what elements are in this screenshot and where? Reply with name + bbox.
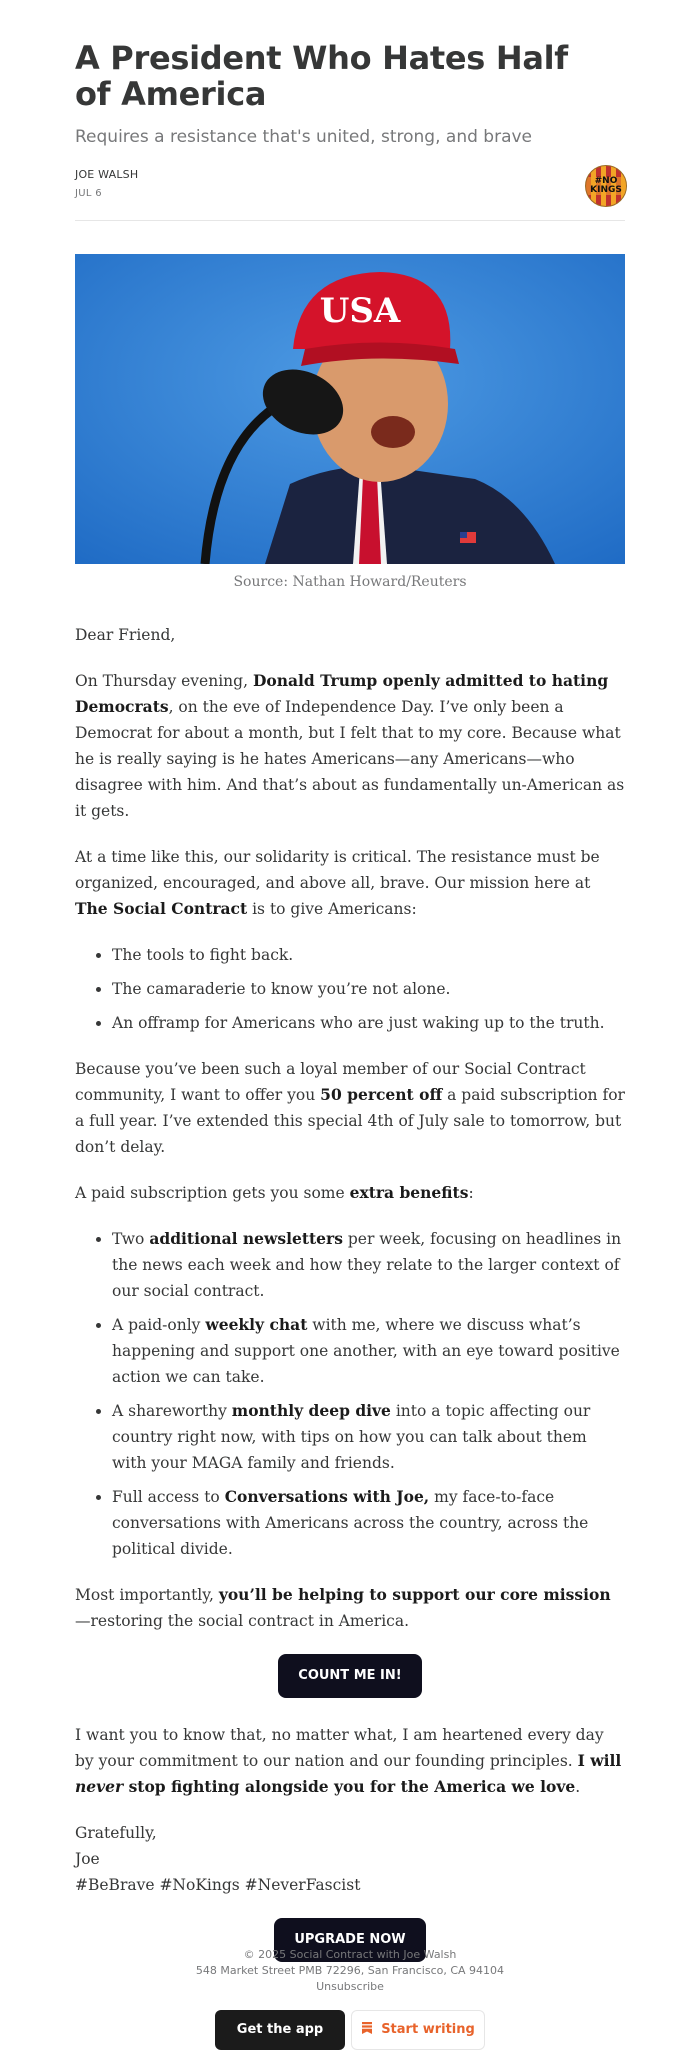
header-divider (75, 220, 625, 221)
upgrade-now-button[interactable]: UPGRADE NOW (274, 1918, 425, 1962)
bold-text: weekly chat (205, 1315, 308, 1334)
text-run: An offramp for Americans who are just waking up to the truth. (112, 1014, 605, 1032)
post-body (75, 622, 625, 1986)
signoff-name: Joe (75, 1850, 100, 1868)
footer-copyright: © 2025 Social Contract with Joe Walsh (243, 1948, 457, 1961)
paragraph-4 (75, 1180, 625, 1206)
footer-buttons (75, 2010, 625, 2050)
start-writing-button[interactable] (351, 2010, 485, 2050)
bold-text: extra benefits (349, 1183, 469, 1202)
post-date: JUL 6 (75, 188, 102, 199)
list-item (112, 1484, 625, 1562)
paragraph-6 (75, 1722, 625, 1800)
bold-text: additional newsletters (149, 1229, 343, 1248)
text-run: . (575, 1778, 581, 1796)
text-run: The tools to fight back. (112, 946, 294, 964)
hero-cap-text: USA (319, 291, 401, 331)
text-run: into a topic affecting our country right now, with tips on how you can talk about them with your MAGA family and friends. (112, 1402, 591, 1472)
text-run: Most importantly, (75, 1586, 219, 1604)
bold-text: I will (577, 1751, 622, 1770)
list-item (112, 942, 625, 968)
text-run: Because you’ve been such a loyal member of our Social Contract community, I want to offer you (75, 1060, 586, 1104)
text-run: —restoring the social contract in America. (75, 1612, 410, 1630)
unsubscribe-link[interactable]: Unsubscribe (316, 1980, 384, 1993)
hero-image (75, 254, 625, 564)
hero-illustration (75, 254, 625, 564)
paragraph-3 (75, 1056, 625, 1160)
text-run: a paid subscription for a full year. I’ve extended this special 4th of July sale to tomorrow, but don’t delay. (75, 1086, 625, 1156)
mission-list (75, 942, 625, 1036)
signoff-line: Gratefully, (75, 1824, 157, 1842)
start-writing-label: Start writing (381, 2022, 475, 2037)
bookmark-icon (361, 2022, 373, 2034)
bold-text: 50 percent off (320, 1085, 443, 1104)
list-item (112, 1312, 625, 1390)
text-run: : (468, 1184, 474, 1202)
bold-text: The Social Contract (75, 899, 248, 918)
get-the-app-button[interactable]: Get the app (215, 2010, 345, 2050)
text-run: is to give Americans: (247, 900, 417, 918)
image-caption: Source: Nathan Howard/Reuters (233, 574, 467, 590)
text-run: A paid-only (112, 1316, 206, 1334)
text-run: A shareworthy (112, 1402, 232, 1420)
text-run: with me, where we discuss what’s happening and support one another, with an eye toward positive action we can take. (112, 1316, 620, 1386)
post-subtitle: Requires a resistance that's united, strong, and brave (75, 127, 532, 147)
greeting: Dear Friend, (75, 626, 176, 644)
avatar-text: #NO KINGS (586, 177, 626, 195)
text-run: my face-to-face conversations with Americans across the country, across the political divide. (112, 1488, 589, 1558)
list-item (112, 976, 625, 1002)
text-run: per week, focusing on headlines in the news each week and how they relate to the larger context of our social contract. (112, 1230, 622, 1300)
bold-text: Donald Trump openly admitted to hating Democrats (75, 671, 609, 716)
paragraph-5 (75, 1582, 625, 1634)
list-item (112, 1010, 625, 1036)
signoff-hashtags: #BeBrave #NoKings #NeverFascist (75, 1876, 361, 1894)
bold-text: you’ll be helping to support our core mission (218, 1585, 611, 1604)
bold-text: Conversations with Joe, (224, 1487, 430, 1506)
author-name[interactable]: JOE WALSH (75, 168, 139, 181)
text-run: Full access to (112, 1488, 225, 1506)
bold-text: never (75, 1777, 124, 1796)
text-run: At a time like this, our solidarity is critical. The resistance must be organized, encouraged, and above all, brave. Our mission here at (75, 848, 600, 892)
list-item (112, 1226, 625, 1304)
bold-text: monthly deep dive (231, 1401, 391, 1420)
text-run: Two (112, 1230, 150, 1248)
avatar[interactable] (585, 165, 627, 207)
text-run: The camaraderie to know you’re not alone. (112, 980, 451, 998)
list-item (112, 1398, 625, 1476)
text-run: I want you to know that, no matter what, I am heartened every day by your commitment to our nation and our founding principles. (75, 1726, 604, 1770)
signoff (75, 1820, 625, 1898)
text-run: On Thursday evening, (75, 672, 253, 690)
text-run: , on the eve of Independence Day. I’ve only been a Democrat for about a month, but I felt that to my core. Because what he is really saying is he hates Americans—any Americans—who disagree with him. And that’s about as fundamentally un-American as it gets. (75, 698, 625, 820)
bold-text: stop fighting alongside you for the America we love (123, 1777, 576, 1796)
footer (75, 1947, 625, 1995)
paragraph-1 (75, 668, 625, 824)
post-title: A President Who Hates Half of America (75, 39, 568, 113)
footer-address: 548 Market Street PMB 72296, San Francisco, CA 94104 (195, 1964, 505, 1977)
benefits-list (75, 1226, 625, 1562)
paragraph-2 (75, 844, 625, 922)
text-run: A paid subscription gets you some (75, 1184, 350, 1202)
count-me-in-button[interactable]: COUNT ME IN! (278, 1654, 421, 1698)
